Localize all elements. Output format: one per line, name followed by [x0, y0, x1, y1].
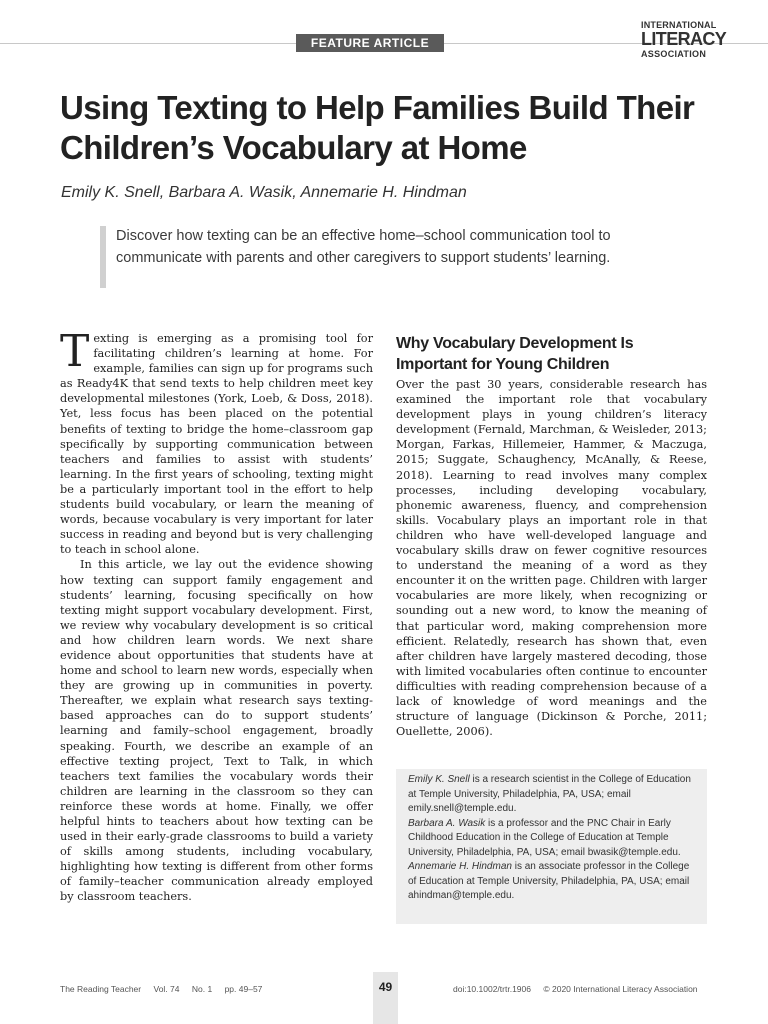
logo-line-3: ASSOCIATION [641, 49, 707, 59]
bio-text: is an associate professor in the College of Education at Temple University, Philadelphia, PA, USA; email ahindman@temple.edu. [408, 861, 690, 901]
author-bios [396, 769, 707, 924]
author-bio [408, 773, 699, 817]
volume: Vol. 74 [153, 984, 180, 994]
page-range: pp. 49–57 [224, 984, 263, 994]
section-paragraph: Over the past 30 years, considerable research has examined the important role that vocabulary development plays in young children’s literacy development (Fernald, Marchman, & Weisleder, 2013; Morgan, Farkas, Hillemeier, Hammer, & Maczuga, 2015; Suggate, Schaughency, McAnally, & Reese, 2018). Learning to read involves many complex processes, including developing vocabulary, phonemic awareness, fluency, and comprehension skills. Vocabulary plays an important role in that children who have well-developed language and vocabulary skills draw on fewer cognitive resources to understand the meaning of a word as they encounter it on the written page. Children with larger vocabularies are more likely, when recognizing or sounding out a new word, to know the meaning of that particular word, making comprehension more efficient. Relatedly, research has shown that, even after children have largely mastered decoding, those with limited vocabularies often continue to encounter difficulties with reading comprehension because of a lack of knowledge of word meanings and the structure of language (Dickinson & Porche, 2011; Ouellette, 2006). [396, 378, 707, 739]
author-bio [408, 860, 699, 904]
copyright: © 2020 International Literacy Association [543, 984, 698, 994]
footer-doi [453, 984, 708, 994]
bio-text: is a professor and the PNC Chair in Early Childhood Education in the College of Education at Temple University, Philadelphia, PA, USA; email bwasik@temple.edu. [408, 817, 681, 858]
logo-line-2: LITERACY [641, 29, 727, 49]
section-heading: Why Vocabulary Development Is Important for Young Children [396, 335, 634, 373]
issue: No. 1 [191, 984, 213, 994]
article-lede: Discover how texting can be an effective home–school communication tool to communicate with parents and other caregivers to support students’ learning. [100, 226, 646, 288]
author-bio [408, 817, 699, 861]
ila-logo [641, 20, 727, 59]
feature-article-badge: FEATURE ARTICLE [296, 34, 444, 52]
right-column [396, 377, 707, 739]
journal-name: The Reading Teacher [60, 984, 142, 994]
left-column [60, 326, 373, 905]
footer-citation [60, 984, 272, 994]
intro-paragraph [60, 326, 373, 557]
bio-author-name: Annemarie H. Hindman [408, 861, 512, 872]
intro-paragraph-text: exting is emerging as a promising tool for facilitating children’s learning at home. For example, families can sign up for programs such as Ready4K that send texts to help children meet key developmental milestones (York, Loeb, & Doss, 2018). Yet, less focus has been placed on the potential benefits of texting to bridge the home–classroom gap specifically by supporting communication between teachers and families to assist with students’ learning. In the first years of schooling, texting might be a particularly important tool in the effort to help students build vocabulary, or learn the meaning of words, because vocabulary is very important for later success in reading and beyond but is very challenging to teach in school alone. [60, 332, 373, 557]
logo-line-1: INTERNATIONAL [641, 20, 717, 30]
bio-author-name: Barbara A. Wasik [408, 817, 486, 829]
page-number: 49 [378, 980, 393, 994]
drop-cap: T [60, 326, 90, 377]
doi-link[interactable]: doi:10.1002/trtr.1906 [453, 984, 531, 994]
overview-paragraph: In this article, we lay out the evidence showing how texting can support family engagement and students’ learning, focusing specifically on how texting might support vocabulary development. First, we review why vocabulary development is so critical and how children learn words. We next share evidence about opportunities that students have at home and school to learn new words, especially when they are growing up in communities in poverty. Thereafter, we explain what research says texting-based approaches can do to support students’ learning and family–school engagement, broadly speaking. Fourth, we describe an example of an effective texting project, Text to Talk, in which teachers text families the vocabulary words their children are learning in the classroom so they can reinforce these words at home. Finally, we offer helpful hints to teachers about how texting can be used in their early-grade classrooms to build a variety of skills among students, including vocabulary, highlighting how texting is different from other forms of family–teacher communication already employed by classroom teachers. [60, 558, 373, 904]
article-title: Using Texting to Help Families Build Their Children’s Vocabulary at Home [60, 89, 695, 166]
article-authors: Emily K. Snell, Barbara A. Wasik, Annemarie H. Hindman [61, 184, 467, 201]
bio-text: is a research scientist in the College of Education at Temple University, Philadelphia, PA, USA; email emily.snell@temple.edu. [408, 774, 691, 814]
bio-author-name: Emily K. Snell [408, 774, 470, 785]
